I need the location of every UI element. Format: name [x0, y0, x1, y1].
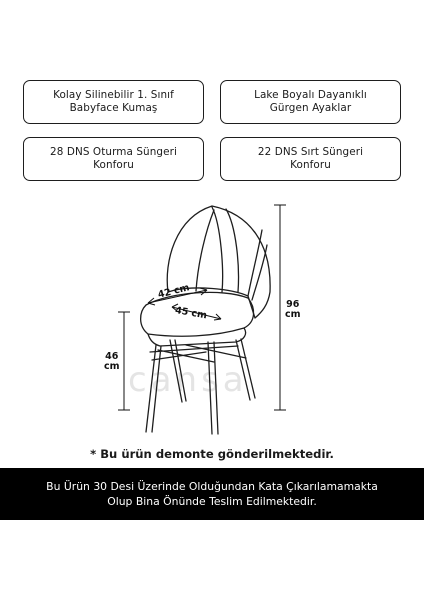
- chair-outline-illustration: [0, 185, 424, 445]
- brand-watermark: cansa: [128, 360, 248, 400]
- dimension-unit: cm: [285, 309, 301, 320]
- leg-stretcher: [150, 345, 246, 362]
- total-height-label: [285, 300, 301, 320]
- backrest-seam: [212, 207, 223, 292]
- banner-line: Bu Ürün 30 Desi Üzerinde Olduğundan Kata Çıkarılamamakta: [46, 480, 378, 493]
- feature-box-legs: [220, 80, 401, 124]
- chair-leg-front-left: [146, 345, 161, 432]
- feature-box-seat-foam: [23, 137, 204, 181]
- assembly-note: * Bu ürün demonte gönderilmektedir.: [90, 447, 334, 461]
- feature-text: Gürgen Ayaklar: [269, 102, 352, 114]
- feature-text: 22 DNS Sırt Süngeri: [257, 146, 364, 158]
- feature-text: Kolay Silinebilir 1. Sınıf: [53, 89, 174, 101]
- feature-text: Lake Boyalı Dayanıklı: [254, 89, 367, 101]
- dimension-value: 96: [286, 299, 300, 310]
- feature-text: Konforu: [290, 159, 331, 171]
- chair-leg-front-right: [208, 342, 218, 434]
- seat-height-label: [104, 352, 120, 372]
- dimension-unit: cm: [104, 361, 120, 372]
- feature-box-fabric: [23, 80, 204, 124]
- feature-box-back-foam: [220, 137, 401, 181]
- chair-leg-back-right: [236, 339, 255, 400]
- depth-label: 42 cm: [156, 282, 191, 301]
- dimension-value: 46: [105, 351, 119, 362]
- banner-line: Olup Bina Önünde Teslim Edilmektedir.: [107, 495, 317, 508]
- feature-text: Babyface Kumaş: [69, 102, 158, 114]
- width-label: 45 cm: [174, 305, 208, 322]
- feature-text: 28 DNS Oturma Süngeri: [50, 146, 177, 158]
- feature-text: Konforu: [93, 159, 134, 171]
- delivery-banner: [0, 468, 424, 520]
